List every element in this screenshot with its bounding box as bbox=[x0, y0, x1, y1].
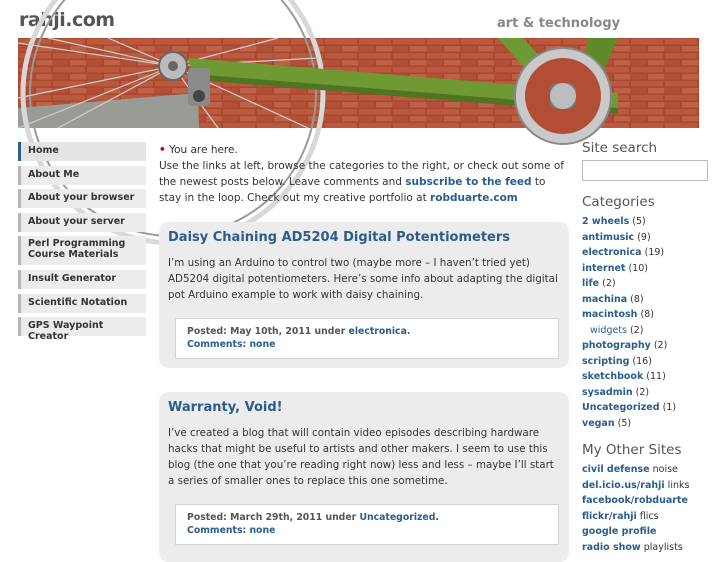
post-meta-period: . bbox=[406, 326, 411, 337]
post-card bbox=[159, 222, 569, 368]
list-item bbox=[582, 540, 712, 556]
list-item bbox=[582, 338, 712, 354]
list-item bbox=[582, 230, 712, 246]
site-suffix: noise bbox=[649, 464, 678, 475]
list-item bbox=[582, 462, 712, 478]
post-date: Posted: May 10th, 2011 under bbox=[187, 326, 349, 337]
post-comments-link[interactable]: Comments: none bbox=[187, 339, 276, 350]
site-title[interactable]: rahji.com bbox=[19, 9, 115, 31]
nav-item-about-browser[interactable]: About your browser bbox=[18, 189, 146, 208]
header-banner-image bbox=[18, 38, 699, 128]
category-count: (8) bbox=[627, 293, 644, 305]
list-item bbox=[582, 493, 712, 509]
list-item bbox=[582, 478, 712, 494]
search-heading: Site search bbox=[582, 140, 658, 156]
post-comments-link[interactable]: Comments: none bbox=[187, 525, 276, 536]
other-sites-list bbox=[582, 462, 712, 555]
site-link[interactable]: civil defense bbox=[582, 464, 650, 475]
post-meta-period: . bbox=[435, 512, 439, 523]
post-card bbox=[159, 392, 569, 562]
nav-item-about-server[interactable]: About your server bbox=[18, 213, 146, 232]
site-suffix: flics bbox=[636, 510, 659, 522]
category-count: (5) bbox=[629, 216, 646, 227]
nav-item-perl-course[interactable]: Perl Programming Course Materials bbox=[18, 236, 146, 265]
list-item bbox=[582, 354, 712, 370]
other-sites-heading: My Other Sites bbox=[582, 442, 682, 458]
category-count: (2) bbox=[632, 386, 650, 398]
category-link[interactable]: widgets bbox=[590, 324, 627, 336]
category-link[interactable]: sysadmin bbox=[582, 386, 633, 398]
post-category-link[interactable]: Uncategorized bbox=[359, 512, 436, 523]
portfolio-link[interactable]: robduarte.com bbox=[430, 192, 518, 204]
category-link[interactable]: scripting bbox=[582, 355, 630, 367]
post-body: I’ve created a blog that will contain video episodes describing hardware hacks that might be useful to artists and other makers. I seem to use this blog (the one that you’re reading right now) less and less – maybe I’ll start a series of smaller ones to replace this one sometime. bbox=[168, 427, 554, 487]
list-item bbox=[582, 307, 712, 323]
list-item bbox=[582, 385, 712, 401]
category-link[interactable]: macintosh bbox=[582, 309, 638, 320]
category-link[interactable]: life bbox=[582, 278, 600, 289]
post-category-link[interactable]: electronica bbox=[348, 326, 407, 337]
category-count: (16) bbox=[629, 355, 652, 367]
nav-item-scientific-notation[interactable]: Scientific Notation bbox=[18, 294, 146, 313]
site-suffix: playlists bbox=[640, 541, 683, 553]
category-count: (11) bbox=[643, 371, 666, 382]
nav-item-about-me[interactable]: About Me bbox=[18, 166, 146, 185]
site-link[interactable]: google profile bbox=[582, 526, 657, 537]
right-sidebar bbox=[582, 140, 712, 555]
nav-item-insult-generator[interactable]: Insult Generator bbox=[18, 270, 146, 289]
categories-list bbox=[582, 214, 712, 431]
category-count: (1) bbox=[659, 402, 677, 413]
site-suffix: links bbox=[664, 479, 690, 491]
category-link[interactable]: antimusic bbox=[582, 231, 635, 243]
site-link[interactable]: flickr/rahji bbox=[582, 510, 637, 522]
categories-heading: Categories bbox=[582, 194, 655, 210]
list-item bbox=[582, 369, 712, 385]
post-body: I’m using an Arduino to control two (maybe more – I haven’t tried yet) AD5204 digital potentiometers. Here’s some info about adapting the digital pot Arduino example to work with daisy chaining. bbox=[168, 257, 558, 301]
site-link[interactable]: facebook/robduarte bbox=[582, 495, 688, 506]
category-link[interactable]: sketchbook bbox=[582, 371, 644, 382]
category-count: (2) bbox=[599, 278, 616, 289]
nav-item-gps-waypoint[interactable]: GPS Waypoint Creator bbox=[18, 317, 146, 336]
post-title-link[interactable]: Warranty, Void! bbox=[168, 400, 283, 415]
category-count: (19) bbox=[641, 247, 665, 258]
site-link[interactable]: del.icio.us/rahji bbox=[582, 479, 665, 491]
list-item bbox=[582, 400, 712, 416]
list-item bbox=[582, 292, 712, 308]
post-meta bbox=[175, 318, 559, 359]
category-link[interactable]: photography bbox=[582, 340, 651, 351]
category-count: (2) bbox=[627, 324, 644, 336]
category-count: (9) bbox=[634, 231, 651, 243]
list-item bbox=[582, 276, 712, 292]
bullet-icon: • bbox=[159, 144, 166, 156]
intro-text-2: to stay in the loop. Check out my creative portfolio at bbox=[159, 176, 546, 204]
list-item bbox=[582, 261, 712, 277]
list-item bbox=[582, 245, 712, 261]
list-item bbox=[582, 524, 712, 540]
you-are-here: You are here. bbox=[169, 144, 238, 156]
category-count: (8) bbox=[637, 309, 654, 320]
category-link[interactable]: internet bbox=[582, 262, 626, 274]
category-count: (10) bbox=[625, 262, 648, 274]
category-count: (2) bbox=[650, 340, 668, 351]
intro-text bbox=[159, 142, 569, 206]
post-title-link[interactable]: Daisy Chaining AD5204 Digital Potentiometers bbox=[168, 230, 511, 245]
list-item bbox=[582, 214, 712, 230]
category-link[interactable]: electronica bbox=[582, 247, 642, 258]
site-tagline: art & technology bbox=[497, 16, 621, 31]
list-item bbox=[582, 416, 712, 432]
post-meta bbox=[175, 504, 559, 545]
intro-text-1: Use the links at left, browse the categories to the right, or check out some of the newest posts below. Leave comments and bbox=[159, 160, 564, 188]
category-count: (5) bbox=[614, 417, 632, 429]
category-link[interactable]: machina bbox=[582, 293, 628, 305]
subscribe-feed-link[interactable]: subscribe to the feed bbox=[405, 176, 532, 188]
category-link[interactable]: vegan bbox=[582, 417, 615, 429]
site-link[interactable]: radio show bbox=[582, 541, 641, 553]
search-input[interactable] bbox=[582, 160, 708, 181]
category-link[interactable]: 2 wheels bbox=[582, 216, 630, 227]
page-nav bbox=[18, 142, 146, 341]
post-date: Posted: March 29th, 2011 under bbox=[187, 512, 360, 523]
category-link[interactable]: Uncategorized bbox=[582, 402, 660, 413]
list-item bbox=[582, 509, 712, 525]
nav-item-home[interactable]: Home bbox=[18, 142, 146, 161]
list-item bbox=[582, 323, 712, 339]
